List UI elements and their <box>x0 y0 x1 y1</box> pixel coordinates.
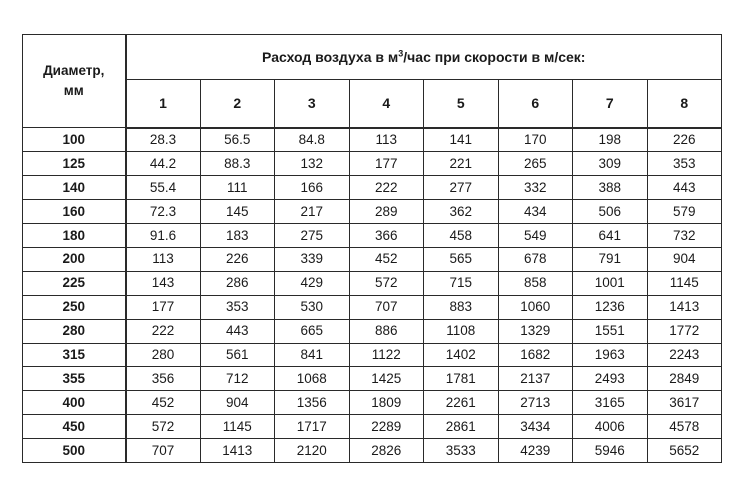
table-row <box>23 247 722 271</box>
airflow-value-cell: 791 <box>573 247 648 271</box>
airflow-value-cell: 1236 <box>573 295 648 319</box>
table-row <box>23 415 722 439</box>
airflow-value-cell: 1122 <box>349 343 424 367</box>
airflow-value-cell: 2713 <box>498 391 573 415</box>
airflow-value-cell: 4578 <box>647 415 722 439</box>
table-row <box>23 271 722 295</box>
table-row <box>23 367 722 391</box>
airflow-value-cell: 353 <box>647 152 722 176</box>
airflow-value-cell: 143 <box>126 271 201 295</box>
table-row <box>23 176 722 200</box>
airflow-value-cell: 289 <box>349 200 424 224</box>
airflow-value-cell: 286 <box>200 271 275 295</box>
airflow-value-cell: 332 <box>498 176 573 200</box>
airflow-value-cell: 277 <box>424 176 499 200</box>
airflow-value-cell: 2120 <box>275 439 350 463</box>
airflow-value-cell: 166 <box>275 176 350 200</box>
airflow-value-cell: 183 <box>200 224 275 248</box>
diameter-cell: 225 <box>23 271 126 295</box>
diameter-header-line-1: Диаметр, <box>43 63 105 78</box>
diameter-cell: 100 <box>23 128 126 152</box>
airflow-value-cell: 904 <box>200 391 275 415</box>
airflow-value-cell: 2137 <box>498 367 573 391</box>
diameter-cell: 160 <box>23 200 126 224</box>
airflow-value-cell: 1772 <box>647 319 722 343</box>
airflow-value-cell: 1145 <box>647 271 722 295</box>
airflow-header-suffix: /час при скорости в м/сек: <box>403 49 586 66</box>
airflow-value-cell: 28.3 <box>126 128 201 152</box>
airflow-value-cell: 712 <box>200 367 275 391</box>
airflow-value-cell: 113 <box>126 247 201 271</box>
airflow-value-cell: 275 <box>275 224 350 248</box>
diameter-cell: 250 <box>23 295 126 319</box>
diameter-cell: 355 <box>23 367 126 391</box>
airflow-value-cell: 177 <box>349 152 424 176</box>
airflow-value-cell: 2243 <box>647 343 722 367</box>
airflow-value-cell: 88.3 <box>200 152 275 176</box>
airflow-group-header <box>126 35 722 80</box>
airflow-value-cell: 443 <box>647 176 722 200</box>
table-row <box>23 128 722 152</box>
airflow-value-cell: 715 <box>424 271 499 295</box>
airflow-value-cell: 145 <box>200 200 275 224</box>
airflow-value-cell: 2261 <box>424 391 499 415</box>
airflow-value-cell: 170 <box>498 128 573 152</box>
table-row <box>23 152 722 176</box>
airflow-value-cell: 226 <box>647 128 722 152</box>
airflow-value-cell: 222 <box>349 176 424 200</box>
diameter-cell: 280 <box>23 319 126 343</box>
airflow-value-cell: 2289 <box>349 415 424 439</box>
airflow-value-cell: 858 <box>498 271 573 295</box>
airflow-value-cell: 3434 <box>498 415 573 439</box>
airflow-value-cell: 572 <box>126 415 201 439</box>
airflow-value-cell: 4239 <box>498 439 573 463</box>
airflow-value-cell: 309 <box>573 152 648 176</box>
airflow-value-cell: 2861 <box>424 415 499 439</box>
airflow-value-cell: 665 <box>275 319 350 343</box>
airflow-value-cell: 177 <box>126 295 201 319</box>
airflow-value-cell: 265 <box>498 152 573 176</box>
diameter-header-line-2: мм <box>63 83 84 98</box>
diameter-cell: 315 <box>23 343 126 367</box>
airflow-value-cell: 2849 <box>647 367 722 391</box>
airflow-value-cell: 1413 <box>647 295 722 319</box>
speed-header-cell: 6 <box>498 80 573 128</box>
airflow-value-cell: 707 <box>126 439 201 463</box>
airflow-value-cell: 561 <box>200 343 275 367</box>
airflow-value-cell: 429 <box>275 271 350 295</box>
airflow-header-prefix: Расход воздуха в м <box>262 49 399 66</box>
airflow-value-cell: 1551 <box>573 319 648 343</box>
table-body <box>23 128 722 463</box>
airflow-value-cell: 1060 <box>498 295 573 319</box>
airflow-value-cell: 1402 <box>424 343 499 367</box>
speed-header-cell: 3 <box>275 80 350 128</box>
airflow-value-cell: 44.2 <box>126 152 201 176</box>
speed-header-cell: 8 <box>647 80 722 128</box>
airflow-value-cell: 366 <box>349 224 424 248</box>
airflow-value-cell: 2826 <box>349 439 424 463</box>
table-row <box>23 343 722 367</box>
diameter-cell: 180 <box>23 224 126 248</box>
airflow-value-cell: 549 <box>498 224 573 248</box>
airflow-value-cell: 132 <box>275 152 350 176</box>
airflow-value-cell: 904 <box>647 247 722 271</box>
diameter-cell: 200 <box>23 247 126 271</box>
airflow-value-cell: 1001 <box>573 271 648 295</box>
airflow-value-cell: 388 <box>573 176 648 200</box>
diameter-cell: 500 <box>23 439 126 463</box>
airflow-value-cell: 1809 <box>349 391 424 415</box>
airflow-value-cell: 452 <box>349 247 424 271</box>
airflow-value-cell: 217 <box>275 200 350 224</box>
airflow-value-cell: 111 <box>200 176 275 200</box>
airflow-value-cell: 280 <box>126 343 201 367</box>
airflow-value-cell: 91.6 <box>126 224 201 248</box>
airflow-value-cell: 56.5 <box>200 128 275 152</box>
airflow-value-cell: 353 <box>200 295 275 319</box>
header-row <box>23 35 722 80</box>
diameter-cell: 140 <box>23 176 126 200</box>
diameter-cell: 450 <box>23 415 126 439</box>
airflow-value-cell: 4006 <box>573 415 648 439</box>
airflow-value-cell: 572 <box>349 271 424 295</box>
airflow-value-cell: 84.8 <box>275 128 350 152</box>
airflow-value-cell: 1108 <box>424 319 499 343</box>
speed-header-cell: 4 <box>349 80 424 128</box>
airflow-value-cell: 222 <box>126 319 201 343</box>
airflow-value-cell: 678 <box>498 247 573 271</box>
airflow-value-cell: 565 <box>424 247 499 271</box>
airflow-value-cell: 5652 <box>647 439 722 463</box>
airflow-value-cell: 458 <box>424 224 499 248</box>
table-row <box>23 224 722 248</box>
airflow-value-cell: 841 <box>275 343 350 367</box>
airflow-value-cell: 883 <box>424 295 499 319</box>
table-row <box>23 391 722 415</box>
speed-header-cell: 1 <box>126 80 201 128</box>
airflow-value-cell: 641 <box>573 224 648 248</box>
airflow-value-cell: 506 <box>573 200 648 224</box>
airflow-value-cell: 530 <box>275 295 350 319</box>
airflow-value-cell: 356 <box>126 367 201 391</box>
airflow-value-cell: 443 <box>200 319 275 343</box>
airflow-value-cell: 72.3 <box>126 200 201 224</box>
table-row <box>23 295 722 319</box>
airflow-value-cell: 339 <box>275 247 350 271</box>
airflow-header-superscript: 3 <box>398 48 404 59</box>
airflow-value-cell: 221 <box>424 152 499 176</box>
airflow-table-container <box>22 34 722 463</box>
airflow-value-cell: 1963 <box>573 343 648 367</box>
airflow-value-cell: 732 <box>647 224 722 248</box>
airflow-value-cell: 362 <box>424 200 499 224</box>
diameter-column-header <box>23 35 126 128</box>
airflow-value-cell: 1329 <box>498 319 573 343</box>
airflow-value-cell: 1356 <box>275 391 350 415</box>
diameter-cell: 125 <box>23 152 126 176</box>
table-row <box>23 439 722 463</box>
table-row <box>23 200 722 224</box>
airflow-value-cell: 1781 <box>424 367 499 391</box>
airflow-value-cell: 886 <box>349 319 424 343</box>
airflow-value-cell: 141 <box>424 128 499 152</box>
airflow-value-cell: 1682 <box>498 343 573 367</box>
speed-header-row <box>23 80 722 128</box>
diameter-cell: 400 <box>23 391 126 415</box>
airflow-value-cell: 579 <box>647 200 722 224</box>
airflow-table <box>22 34 722 463</box>
speed-header-cell: 2 <box>200 80 275 128</box>
airflow-value-cell: 198 <box>573 128 648 152</box>
airflow-value-cell: 452 <box>126 391 201 415</box>
airflow-value-cell: 1425 <box>349 367 424 391</box>
airflow-value-cell: 707 <box>349 295 424 319</box>
airflow-value-cell: 226 <box>200 247 275 271</box>
airflow-value-cell: 1068 <box>275 367 350 391</box>
airflow-value-cell: 113 <box>349 128 424 152</box>
airflow-value-cell: 1413 <box>200 439 275 463</box>
airflow-value-cell: 55.4 <box>126 176 201 200</box>
table-row <box>23 319 722 343</box>
speed-header-cell: 7 <box>573 80 648 128</box>
airflow-value-cell: 434 <box>498 200 573 224</box>
airflow-value-cell: 3165 <box>573 391 648 415</box>
airflow-value-cell: 3533 <box>424 439 499 463</box>
airflow-value-cell: 3617 <box>647 391 722 415</box>
airflow-value-cell: 1145 <box>200 415 275 439</box>
airflow-value-cell: 1717 <box>275 415 350 439</box>
airflow-value-cell: 5946 <box>573 439 648 463</box>
speed-header-cell: 5 <box>424 80 499 128</box>
airflow-value-cell: 2493 <box>573 367 648 391</box>
